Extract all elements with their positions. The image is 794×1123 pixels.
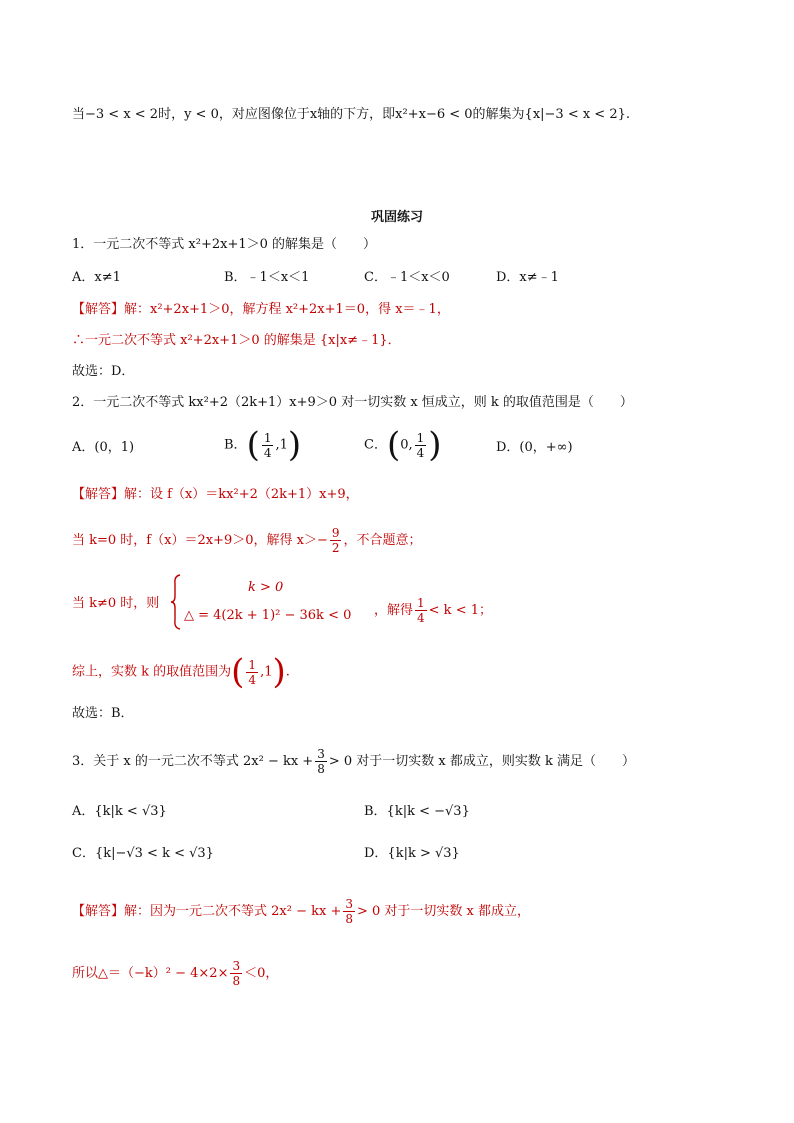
q3-solution-1-lead: 【解答】解：因为一元二次不等式 2x² − kx + — [72, 904, 342, 919]
q2-solution-3-tail — [374, 597, 492, 624]
q2-solution-3-lead: 当 k≠0 时，则 — [72, 596, 160, 611]
q3-stem-tail: > 0 对于一切实数 x 都成立，则实数 k 满足（ ） — [328, 754, 636, 769]
q3-solution-1-den: 8 — [345, 912, 353, 926]
q2-inequality-system — [170, 574, 360, 630]
q2-solution-2 — [72, 527, 422, 554]
q2-solution-3-range: < k < 1； — [428, 603, 492, 618]
q2-solution-3-num: 1 — [417, 596, 425, 610]
q2-solution-2-tail: ，不合题意； — [343, 533, 422, 548]
q2-solution-3-den: 4 — [417, 611, 425, 625]
q1-option-b: B．﹣1＜x＜1 — [224, 270, 310, 285]
system-line-1: k > 0 — [248, 580, 284, 595]
q2-solution-4-den: 4 — [248, 672, 257, 687]
section-title: 巩固练习 — [370, 210, 423, 225]
system-line-2: △ = 4(2k + 1)² − 36k < 0 — [184, 608, 352, 623]
q3-option-c: C．{k|−√3 < k < √3} — [72, 846, 214, 861]
q2-solution-4: 综上，实数 k 的取值范围为( $\frac{1}{4}$ ,1). — [72, 652, 290, 692]
q3-stem-den: 8 — [317, 762, 325, 776]
q1-option-d: D．x≠﹣1 — [496, 270, 559, 285]
q2-stem: 2．一元二次不等式 kx²+2（2k+1）x+9＞0 对一切实数 x 恒成立，则 k 的取值范围是（ ） — [72, 395, 633, 410]
q1-answer: 故选：D． — [72, 364, 135, 379]
q2-solution-2-num: 9 — [331, 526, 340, 540]
q2-solution-2-den: 2 — [331, 541, 340, 555]
q2-option-d: D．(0，+∞) — [496, 440, 573, 455]
q2-solution-4-period: . — [285, 664, 290, 680]
q3-solution-1-num: 3 — [345, 897, 353, 911]
q3-stem-lead: 3．关于 x 的一元二次不等式 2x² − kx + — [72, 754, 314, 769]
q3-solution-1 — [72, 898, 530, 925]
q3-stem — [72, 748, 635, 775]
q3-solution-2-lead: 所以△＝（−k）² − 4×2× — [72, 966, 229, 981]
q2-solution-2-text: 当 k=0 时，f（x）＝2x+9＞0，解得 x＞− — [72, 533, 328, 548]
q2-solution-4-one: 1 — [264, 664, 273, 680]
q1-option-a: A．x≠1 — [72, 270, 121, 285]
q3-stem-num: 3 — [317, 747, 325, 761]
q2-solution-3-result: ，解得 — [374, 603, 414, 618]
q2-solution-4-text: 综上，实数 k 的取值范围为 — [72, 664, 232, 680]
q3-solution-1-tail: > 0 对于一切实数 x 都成立， — [356, 904, 531, 919]
q2-option-b-label: B． — [224, 437, 247, 453]
q2-option-c-label: C． — [364, 437, 387, 453]
q3-solution-2-den: 8 — [232, 974, 241, 988]
q1-solution-2: ∴一元二次不等式 x²+2x+1＞0 的解集是 {x|x≠﹣1}． — [72, 333, 401, 348]
q2-option-b-num: 1 — [263, 430, 272, 445]
q2-option-c-num: 1 — [416, 430, 425, 445]
brace-icon — [170, 574, 182, 630]
q1-stem: 1．一元二次不等式 x²+2x+1＞0 的解集是（ ） — [72, 237, 377, 252]
q3-solution-2 — [72, 960, 278, 987]
q2-solution-1: 【解答】解：设 f（x）＝kx²+2（2k+1）x+9， — [72, 487, 359, 502]
q2-solution-4-num: 1 — [248, 657, 257, 672]
q2-answer: 故选：B． — [72, 706, 134, 721]
q1-solution-1: 【解答】解：x²+2x+1＞0，解方程 x²+2x+1＝0，得 x＝﹣1， — [72, 302, 450, 317]
q2-option-c: C．(0, $\frac{1}{4}$ ) — [364, 425, 442, 465]
q2-option-b: B．( $\frac{1}{4}$ ,1) — [224, 425, 302, 465]
q3-option-a: A．{k|k < √3} — [72, 804, 167, 819]
q3-option-d: D．{k|k > √3} — [364, 846, 460, 861]
q2-option-a: A．(0，1) — [72, 440, 135, 455]
q3-solution-2-num: 3 — [232, 959, 241, 973]
q1-option-c: C．﹣1＜x＜0 — [364, 270, 450, 285]
q2-option-c-zero: 0 — [400, 437, 409, 453]
top-conclusion: 当−3 < x < 2时，y < 0，对应图像位于x轴的下方，即x²+x−6 < 0的解集为{x|−3 < x < 2}. — [72, 107, 631, 122]
q2-option-b-den: 4 — [263, 445, 272, 460]
q2-option-b-one: 1 — [279, 437, 288, 453]
q2-option-c-den: 4 — [416, 445, 425, 460]
q3-solution-2-tail: ＜0， — [244, 966, 279, 981]
q3-option-b: B．{k|k < −√3} — [364, 804, 470, 819]
